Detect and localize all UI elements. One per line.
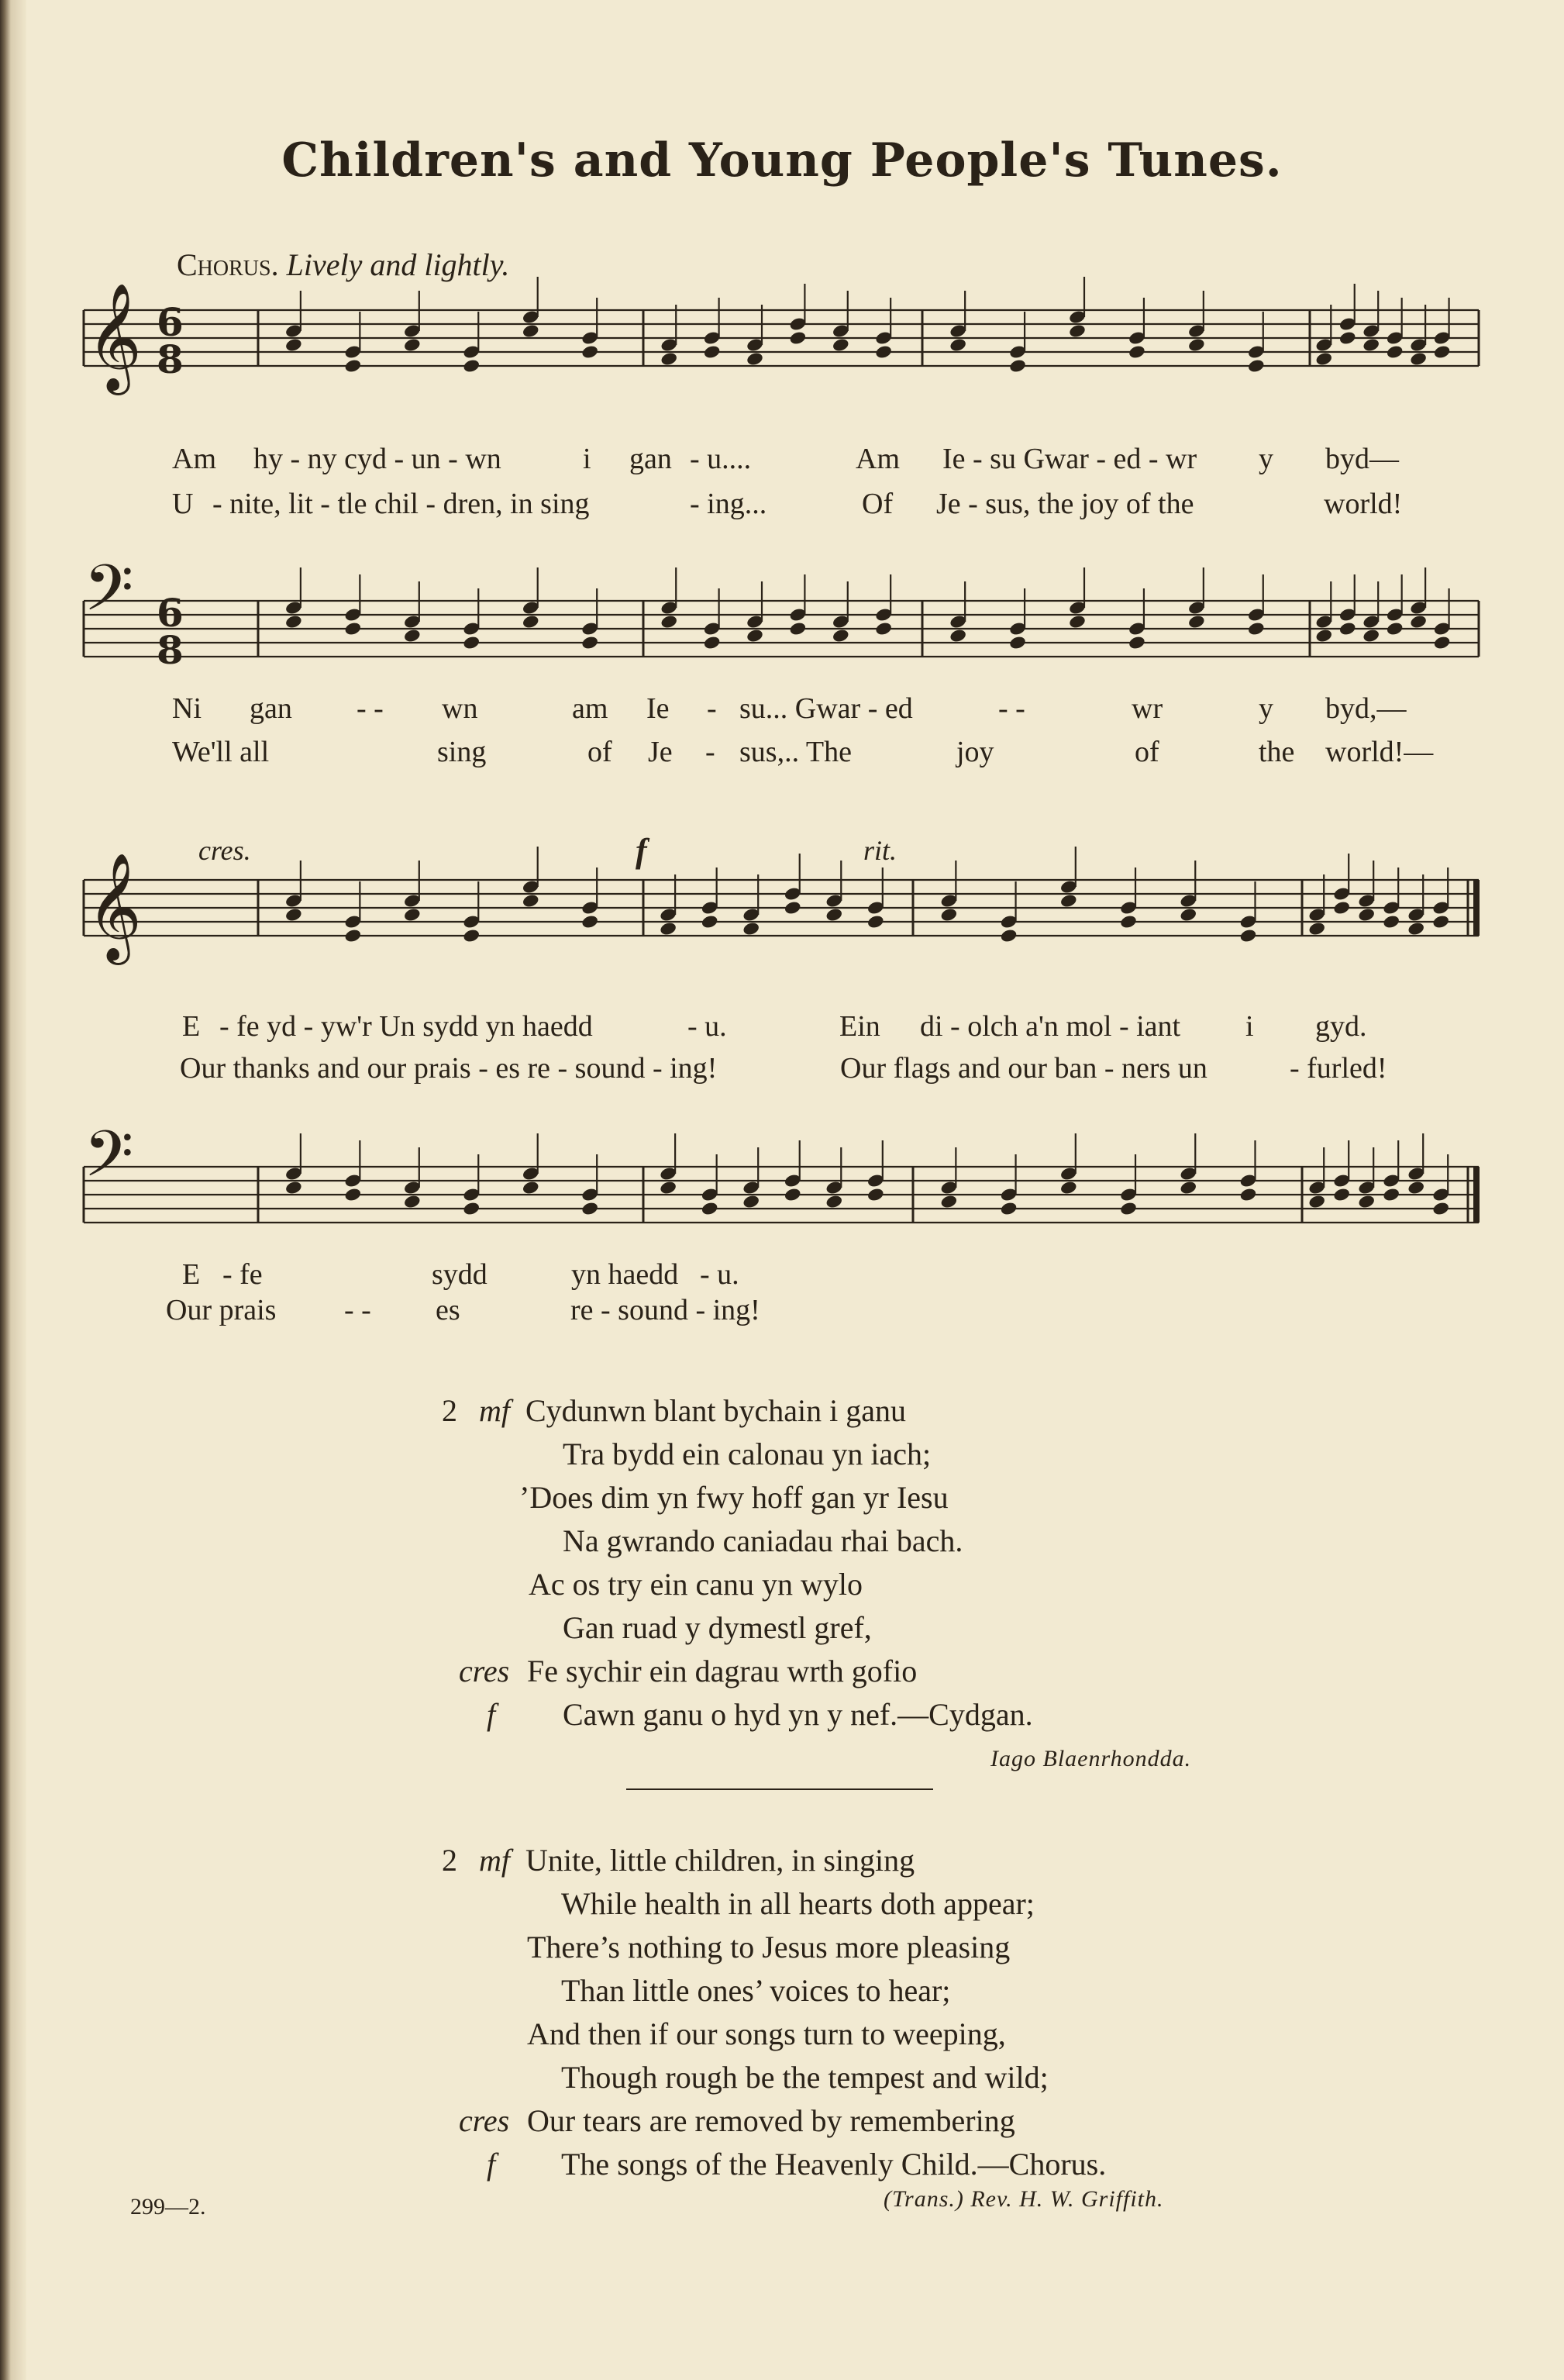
dynamic-cres: cres. <box>198 835 251 866</box>
note-head <box>701 1201 719 1216</box>
lyric-syllable: the <box>1259 736 1295 768</box>
note-head <box>1119 1201 1138 1216</box>
note-head <box>1409 614 1428 629</box>
note-head <box>1431 914 1450 930</box>
time-signature-treble: 6 8 <box>157 299 184 382</box>
note-head <box>1179 1180 1197 1195</box>
lyric-syllable: Ein <box>839 1010 880 1043</box>
lyric-syllable: su... Gwar - ed <box>739 692 913 725</box>
note-head <box>1239 1187 1258 1202</box>
note-head <box>1239 928 1258 943</box>
lyric-syllable: - nite, lit - tle chil - dren, in sing <box>212 488 590 520</box>
lyric-syllable: hy - ny cyd - un - wn <box>253 443 501 475</box>
note-head <box>462 1201 481 1216</box>
system1-bass-staff <box>84 590 1486 678</box>
note-head <box>1008 635 1027 650</box>
bass-clef-icon: 𝄢 <box>84 1116 134 1207</box>
lyric-syllable: joy <box>956 736 994 768</box>
lyric-syllable: We'll all <box>172 736 270 768</box>
note-head <box>1433 635 1452 650</box>
note-head <box>1000 928 1018 943</box>
note-head <box>866 1187 885 1202</box>
tempo-heading <box>177 247 509 283</box>
lyric-syllable: - fe <box>222 1258 263 1291</box>
lyric-syllable: - - <box>357 692 384 725</box>
note-head <box>1357 907 1376 923</box>
note-head <box>659 1180 677 1195</box>
lyric-syllable: U <box>172 488 194 520</box>
verse-dynamic: mf <box>479 1843 510 1878</box>
verse-dynamic: cres <box>459 2103 510 2138</box>
note-head <box>1307 921 1326 936</box>
dynamic-rit: rit. <box>863 835 897 866</box>
note-head <box>522 323 540 339</box>
lyric-syllable: - - <box>344 1294 371 1326</box>
chorus-label: Chorus. <box>177 247 279 282</box>
verse-dynamic: f <box>487 2147 496 2182</box>
note-head <box>1008 358 1027 374</box>
lyric-syllable: wn <box>442 692 478 725</box>
attribution-name: Rev. H. W. Griffith. <box>970 2186 1164 2212</box>
note-head <box>462 928 481 943</box>
verse-line: Though rough be the tempest and wild; <box>561 2060 1049 2095</box>
lyric-syllable: di - olch a'n mol - iant <box>920 1010 1181 1043</box>
note-head <box>1407 921 1425 936</box>
lyric-syllable: - <box>707 692 717 725</box>
page-number: 299—2. <box>130 2194 206 2220</box>
note-head <box>403 337 422 353</box>
lyric-syllable: E <box>182 1258 201 1291</box>
lyric-syllable: Of <box>862 488 894 520</box>
lyric-syllable: sing <box>437 736 487 768</box>
note-head <box>660 614 678 629</box>
verse-dynamic: mf <box>479 1393 510 1428</box>
note-head <box>344 358 363 374</box>
note-head <box>832 628 850 643</box>
note-head <box>1382 914 1400 930</box>
verse-line: Fe sychir ein dagrau wrth gofio <box>527 1654 918 1688</box>
lyric-syllable: - - <box>998 692 1025 725</box>
note-head <box>284 614 303 629</box>
verse-line: Ac os try ein canu yn wylo <box>529 1567 863 1602</box>
verse-line: Our tears are removed by remembering <box>527 2103 1015 2138</box>
lyric-syllable: Ie - su Gwar - ed - wr <box>942 443 1197 475</box>
note-head <box>866 914 885 930</box>
note-head <box>580 914 599 930</box>
lyric-syllable: Am <box>856 443 900 475</box>
lyric-syllable: byd— <box>1325 443 1399 475</box>
verse-line: Than little ones’ voices to hear; <box>561 1973 951 2008</box>
lyric-syllable: Je - sus, the joy of the <box>936 488 1194 520</box>
lyric-syllable: - <box>705 736 715 768</box>
note-head <box>522 893 540 909</box>
note-head <box>522 614 540 629</box>
verse-line: And then if our songs turn to weeping, <box>527 2016 1006 2051</box>
verse-number: 2 <box>442 1843 457 1878</box>
lyric-syllable: of <box>1135 736 1159 768</box>
note-head <box>1307 1194 1326 1209</box>
note-head <box>403 1194 422 1209</box>
english-verse-attribution <box>884 2186 1164 2213</box>
note-head <box>825 907 843 923</box>
note-head <box>940 1194 959 1209</box>
lyric-syllable: gan <box>250 692 292 725</box>
page-title: Children's and Young People's Tunes. <box>281 133 1283 188</box>
treble-clef-icon: 𝄞 <box>87 853 142 961</box>
note-head <box>742 1194 760 1209</box>
lyric-syllable: Our flags and our ban - ners un <box>840 1052 1207 1085</box>
note-head <box>1179 907 1197 923</box>
verse-line: Cydunwn blant bychain i ganu <box>525 1393 907 1428</box>
note-head <box>825 1194 843 1209</box>
dynamic-f: f <box>636 832 647 870</box>
lyric-syllable: world!— <box>1325 736 1434 768</box>
note-head <box>701 914 719 930</box>
verse-number: 2 <box>442 1393 457 1428</box>
note-head <box>462 358 481 374</box>
verse-line: While health in all hearts doth appear; <box>561 1886 1035 1921</box>
note-head <box>660 351 678 367</box>
lyric-syllable: world! <box>1324 488 1403 520</box>
note-head <box>462 635 481 650</box>
verse-dynamic: f <box>487 1697 496 1732</box>
note-head <box>1128 635 1146 650</box>
system2-bass-staff <box>84 1159 1486 1244</box>
note-head <box>949 628 967 643</box>
note-head <box>1409 351 1428 367</box>
treble-clef-icon: 𝄞 <box>87 283 142 391</box>
note-head <box>403 907 422 923</box>
lyric-syllable: Our thanks and our prais - es re - sound - ing! <box>180 1052 718 1085</box>
lyric-syllable: re - sound - ing! <box>570 1294 760 1326</box>
note-head <box>784 1187 802 1202</box>
lyric-syllable: byd,— <box>1325 692 1407 725</box>
lyric-syllable: y <box>1259 443 1273 475</box>
note-head <box>1000 1201 1018 1216</box>
lyric-syllable: Ni <box>172 692 202 725</box>
note-head <box>742 921 760 936</box>
verse-line: There’s nothing to Jesus more pleasing <box>527 1930 1011 1964</box>
system1-treble-staff <box>84 299 1486 388</box>
note-head <box>344 1187 363 1202</box>
lyric-syllable: Am <box>172 443 216 475</box>
lyric-syllable: i <box>583 443 591 475</box>
bass-clef-icon: 𝄢 <box>84 550 134 641</box>
lyric-syllable: am <box>572 692 608 725</box>
note-head <box>703 344 722 360</box>
note-head <box>659 921 677 936</box>
note-head <box>1332 1187 1351 1202</box>
welsh-verse-attribution: Iago Blaenrhondda. <box>990 1746 1192 1771</box>
verse-line: Na gwrando caniadau rhai bach. <box>563 1523 963 1558</box>
note-head <box>1128 344 1146 360</box>
note-head <box>1362 628 1380 643</box>
note-head <box>1068 323 1087 339</box>
book-binding-edge <box>0 0 26 2380</box>
note-head <box>580 344 599 360</box>
note-head <box>403 628 422 643</box>
note-head <box>1338 330 1357 346</box>
lyric-syllable: wr <box>1132 692 1163 725</box>
note-head <box>949 337 967 353</box>
note-head <box>940 907 959 923</box>
lyric-syllable: - fe yd - yw'r Un sydd yn haedd <box>219 1010 593 1043</box>
note-head <box>1059 1180 1078 1195</box>
note-head <box>1059 893 1078 909</box>
note-head <box>580 635 599 650</box>
note-head <box>1187 337 1206 353</box>
lyric-syllable: y <box>1259 692 1273 725</box>
note-head <box>1362 337 1380 353</box>
note-head <box>1407 1180 1425 1195</box>
tempo-marking: Lively and lightly. <box>286 247 510 282</box>
lyric-syllable: E <box>182 1010 201 1043</box>
note-head <box>284 907 303 923</box>
note-head <box>1332 900 1351 916</box>
verse-dynamic: cres <box>459 1654 510 1688</box>
note-head <box>1119 914 1138 930</box>
lyric-syllable: - u. <box>700 1258 739 1291</box>
note-head <box>1338 621 1357 636</box>
lyric-syllable: sus,.. The <box>739 736 852 768</box>
system2-treble-staff <box>84 872 1486 957</box>
note-head <box>874 344 893 360</box>
note-head <box>284 1180 303 1195</box>
verse-line: Unite, little children, in singing <box>525 1843 915 1878</box>
note-head <box>1247 621 1266 636</box>
verse-line: The songs of the Heavenly Child.—Chorus. <box>561 2147 1107 2182</box>
lyric-syllable: Je <box>648 736 673 768</box>
lyric-syllable: - furled! <box>1290 1052 1387 1085</box>
note-head <box>784 900 802 916</box>
lyric-syllable: - ing... <box>690 488 767 520</box>
note-head <box>1386 621 1404 636</box>
note-head <box>746 351 764 367</box>
note-head <box>344 928 363 943</box>
time-signature-bass: 6 8 <box>157 590 184 673</box>
note-head <box>580 1201 599 1216</box>
note-head <box>1386 344 1404 360</box>
lyric-syllable: es <box>436 1294 460 1326</box>
verse-divider <box>626 1788 933 1790</box>
verse-line: Tra bydd ein calonau yn iach; <box>563 1437 932 1471</box>
verse-line: Cawn ganu o hyd yn y nef.—Cydgan. <box>563 1697 1033 1732</box>
note-head <box>1314 628 1333 643</box>
note-head <box>874 621 893 636</box>
lyric-syllable: of <box>587 736 612 768</box>
note-head <box>522 1180 540 1195</box>
note-head <box>1433 344 1452 360</box>
note-head <box>344 621 363 636</box>
note-head <box>789 330 808 346</box>
lyric-syllable: Ie <box>646 692 670 725</box>
note-head <box>1382 1187 1400 1202</box>
note-head <box>1247 358 1266 374</box>
verse-line: Gan ruad y dymestl gref, <box>563 1610 872 1645</box>
lyric-syllable: sydd <box>432 1258 487 1291</box>
lyric-syllable: gan <box>629 443 672 475</box>
note-head <box>1314 351 1333 367</box>
lyric-syllable: yn haedd <box>571 1258 679 1291</box>
lyric-syllable: - u.... <box>690 443 752 475</box>
verse-line: ’Does dim yn fwy hoff gan yr Iesu <box>519 1480 949 1515</box>
lyric-syllable: Our prais <box>166 1294 277 1326</box>
note-head <box>746 628 764 643</box>
lyric-syllable: gyd. <box>1315 1010 1367 1043</box>
note-head <box>703 635 722 650</box>
note-head <box>789 621 808 636</box>
note-head <box>1187 614 1206 629</box>
lyric-syllable: - u. <box>687 1010 727 1043</box>
attribution-prefix: (Trans.) <box>884 2186 964 2212</box>
note-head <box>1357 1194 1376 1209</box>
note-head <box>1431 1201 1450 1216</box>
note-head <box>1068 614 1087 629</box>
note-head <box>832 337 850 353</box>
lyric-syllable: i <box>1245 1010 1254 1043</box>
note-head <box>284 337 303 353</box>
